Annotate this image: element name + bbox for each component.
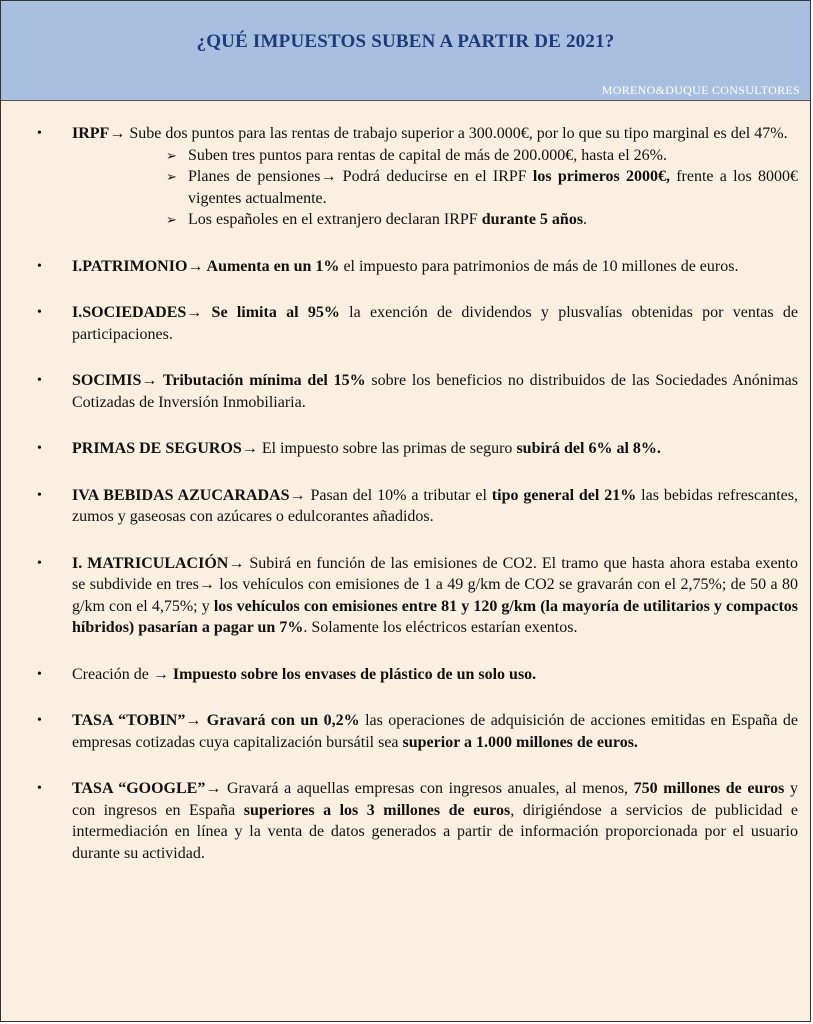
bold-text: I.SOCIEDADES→ Se limita al 95% <box>72 304 340 321</box>
item-text <box>72 664 798 686</box>
bullet-icon: • <box>37 555 42 571</box>
text-segment: y con ingresos en España <box>72 780 799 819</box>
text-segment: → El impuesto sobre las primas de seguro <box>241 440 517 457</box>
list-item <box>37 256 798 278</box>
bullet-icon: • <box>37 126 42 141</box>
bold-text: I. MATRICULACIÓN <box>72 554 229 572</box>
text-segment: . <box>583 211 588 228</box>
text-segment: Los españoles en el extranjero declaran IRPF <box>188 211 482 228</box>
list-item <box>37 778 798 864</box>
text-segment: → Gravará a aquellas empresas con ingresos anuales, al menos, <box>205 780 634 797</box>
bold-text: subirá del 6% al 8%. <box>516 440 661 457</box>
bold-text: los vehículos con emisiones entre 81 y 120 g/km (la mayoría de utilitarios y compactos híbridos) pasarían a pagar un 7% <box>72 597 799 636</box>
bold-text: los primeros 2000€, <box>532 168 670 185</box>
item-text <box>72 553 798 639</box>
bold-text: tipo general del 21% <box>491 486 637 504</box>
bold-text: TASA “GOOGLE” <box>72 780 206 797</box>
bullet-icon: • <box>37 781 42 796</box>
sub-list-item <box>166 166 798 209</box>
bullet-icon: • <box>37 441 42 456</box>
text-segment: frente a los 8000€ vigentes actualmente. <box>188 168 798 207</box>
list-item <box>37 302 798 345</box>
bold-text: SOCIMIS→ Tributación mínima del 15% <box>72 372 366 389</box>
header-banner <box>1 1 810 101</box>
text-segment: sobre los beneficios no distribuidos de las Sociedades Anónimas Cotizadas de Inversión Inmobiliaria. <box>72 372 798 411</box>
arrowhead-icon: ➢ <box>166 212 177 227</box>
text-segment: , dirigiéndose a servicios de publicidad e intermediación en línea y la venta de datos generados a partir de información proporcionada por el usuario durante su actividad. <box>72 801 799 862</box>
item-text <box>72 778 798 864</box>
bold-text: 750 millones de euros <box>633 780 785 797</box>
text-segment: las operaciones de adquisición de acciones emitidas en España de empresas cotizadas cuya capitalización bursátil sea <box>72 712 798 751</box>
sub-list-item <box>166 209 798 231</box>
bullet-icon: • <box>37 487 42 503</box>
item-text <box>72 710 798 753</box>
brand-label: MORENO&DUQUE CONSULTORES <box>601 83 800 97</box>
bold-text: superior a 1.000 millones de euros. <box>402 733 638 751</box>
list-item <box>37 710 798 753</box>
text-segment: → Pasan del 10% a tributar el <box>289 486 492 504</box>
list-item <box>37 485 798 528</box>
bullet-icon: • <box>37 305 42 320</box>
bullet-icon: • <box>37 713 42 728</box>
bold-text: TASA “TOBIN”→ Gravará con un 0,2% <box>72 712 360 729</box>
bold-text: I.PATRIMONIO→ Aumenta en un 1% <box>72 257 340 275</box>
item-text <box>72 256 798 278</box>
list-item <box>37 123 798 231</box>
text-segment: Planes de pensiones→ Podrá deducirse en el IRPF <box>188 168 533 185</box>
tax-list <box>1 101 810 864</box>
text-segment: Creación de → <box>72 665 173 683</box>
bold-text: IVA BEBIDAS AZUCARADAS <box>72 486 290 504</box>
text-segment: las bebidas refrescantes, zumos y gaseosas con azúcares o edulcorantes añadidos. <box>72 486 798 525</box>
text-segment: la exención de dividendos y plusvalías obtenidas por ventas de participaciones. <box>72 304 798 343</box>
text-segment: . Solamente los eléctricos estarían exentos. <box>303 619 578 636</box>
list-item <box>37 370 798 413</box>
text-segment: Suben tres puntos para rentas de capital de más de 200.000€, hasta el 26%. <box>188 146 667 164</box>
item-text <box>72 370 798 413</box>
bold-text: durante 5 años <box>481 211 584 228</box>
list-item <box>37 664 798 686</box>
page-title: ¿QUÉ IMPUESTOS SUBEN A PARTIR DE 2021? <box>196 31 615 52</box>
bold-text: Impuesto sobre los envases de plástico de un solo uso. <box>172 665 537 683</box>
item-text <box>72 438 798 460</box>
bullet-icon: • <box>37 373 42 388</box>
arrowhead-icon: ➢ <box>166 169 177 184</box>
sub-list <box>72 145 798 231</box>
bullet-icon: • <box>37 258 42 274</box>
item-text <box>72 485 798 528</box>
list-item <box>37 553 798 639</box>
list-item <box>37 438 798 460</box>
sub-list-item <box>166 145 798 167</box>
text-segment: → Subirá en función de las emisiones de CO2. El tramo que hasta ahora estaba exento se subdivide en tres→ los vehículos con emisiones de 1 a 49 g/km de CO2 se gravarán con el 2,75%; de 50 a 80 g/km con el 4,75%; y <box>72 554 799 615</box>
text-segment: → Sube dos puntos para las rentas de trabajo superior a 300.000€, por lo que su tipo marginal es del 47%. <box>109 125 788 142</box>
text-segment: el impuesto para patrimonios de más de 10 millones de euros. <box>339 257 739 275</box>
item-text <box>72 123 798 145</box>
bold-text: superiores a los 3 millones de euros <box>243 801 511 819</box>
arrowhead-icon: ➢ <box>166 147 177 163</box>
bullet-icon: • <box>37 666 42 682</box>
bold-text: IRPF <box>72 125 110 142</box>
bold-text: PRIMAS DE SEGUROS <box>72 440 242 457</box>
item-text <box>72 302 798 345</box>
